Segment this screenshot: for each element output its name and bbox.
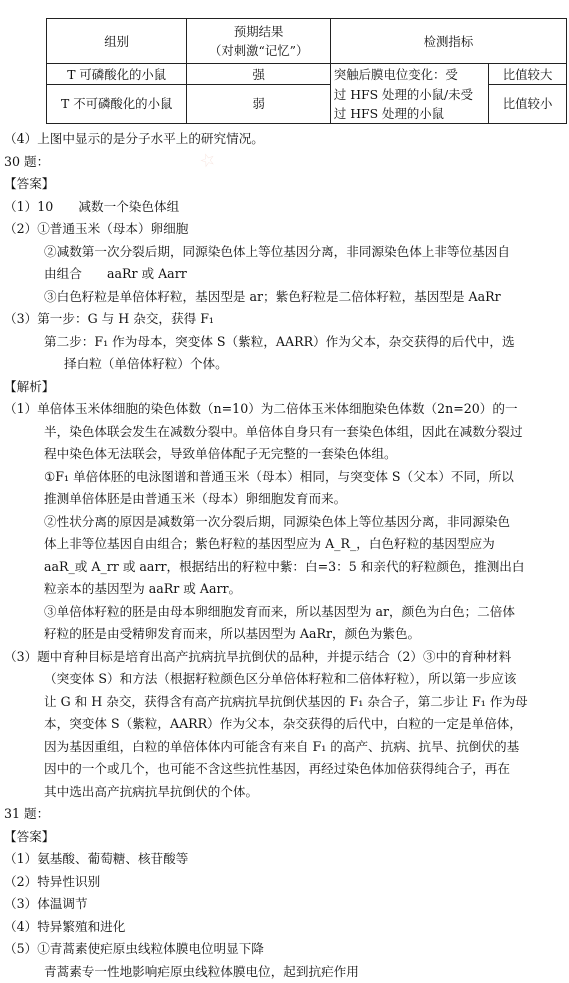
row2-result: 弱	[187, 85, 331, 124]
text-line: ②减数第一次分裂后期，同源染色体上等位基因分离，非同源染色体上非等位基因自	[4, 241, 564, 264]
header-group: 组别	[47, 19, 187, 64]
text-line: 30 题：	[4, 151, 564, 174]
table-row	[47, 85, 567, 124]
text-line: （2）①普通玉米（母本）卵细胞	[4, 218, 564, 241]
text-line: （5）①青蒿素使疟原虫线粒体膜电位明显下降	[4, 938, 564, 961]
text-line: 因为基因重组，白粒的单倍体体内可能含有来自 F₁ 的高产、抗病、抗旱、抗倒伏的基	[4, 736, 564, 759]
text-line: aaR_或 A_rr 或 aarr，根据结出的籽粒中紫：白=3：5 和亲代的籽粒颜色，推测出白	[4, 556, 564, 579]
text-line: ③白色籽粒是单倍体籽粒，基因型是 ar；紫色籽粒是二倍体籽粒，基因型是 AaRr	[4, 286, 564, 309]
text-line: （1）10 减数一个染色体组	[4, 196, 564, 219]
text-line: 其中选出高产抗病抗旱抗倒伏的个体。	[4, 781, 564, 804]
row1-result: 强	[187, 64, 331, 85]
header-expected-line1: 预期结果	[190, 22, 327, 41]
text-line: ②性状分离的原因是减数第一次分裂后期，同源染色体上等位基因分离，非同源染色	[4, 511, 564, 534]
text-line: 第二步：F₁ 作为母本，突变体 S（紫粒，AARR）作为父本，杂交获得的后代中，选	[4, 331, 564, 354]
row1-ratio: 比值较大	[489, 64, 567, 85]
text-line: （3）第一步：G 与 H 杂交，获得 F₁	[4, 308, 564, 331]
text-line: 【解析】	[4, 376, 564, 399]
text-line: 因中的一个或几个，也可能不含这些抗性基因，再经过染色体加倍获得纯合子，再在	[4, 758, 564, 781]
text-line: （3）体温调节	[4, 893, 564, 916]
header-indicator: 检测指标	[330, 19, 566, 64]
text-line: 粒亲本的基因型为 aaRr 或 Aarr。	[4, 578, 564, 601]
row2-indicator-line1: 过 HFS 处理的小鼠/未受	[334, 85, 485, 104]
text-line: 本，突变体 S（紫粒，AARR）作为父本，杂交获得的后代中，白粒的一定是单倍体，	[4, 713, 564, 736]
row2-indicator-line2: 过 HFS 处理的小鼠	[334, 104, 485, 123]
header-expected	[187, 19, 331, 64]
watermark: ☆	[197, 148, 220, 175]
text-line: 由组合 aaRr 或 Aarr	[4, 263, 564, 286]
text-line: 让 G 和 H 杂交，获得含有高产抗病抗旱抗倒伏基因的 F₁ 杂合子，第二步让 F₁ 作为母	[4, 691, 564, 714]
text-line: 【答案】	[4, 173, 564, 196]
row1-indicator: 突触后膜电位变化：受	[330, 64, 488, 85]
row1-group: T 可磷酸化的小鼠	[47, 64, 187, 85]
text-line: 31 题：	[4, 803, 564, 826]
answer-text-body	[4, 128, 564, 983]
text-line: （4）上图中显示的是分子水平上的研究情况。	[4, 128, 564, 151]
text-line: 体上非等位基因自由组合；紫色籽粒的基因型应为 A_R_，白色籽粒的基因型应为	[4, 533, 564, 556]
text-line: ③单倍体籽粒的胚是由母本卵细胞发育而来，所以基因型为 ar，颜色为白色；二倍体	[4, 601, 564, 624]
row2-group: T 不可磷酸化的小鼠	[47, 85, 187, 124]
row2-indicator	[330, 85, 488, 124]
text-line: 籽粒的胚是由受精卵发育而来，所以基因型为 AaRr，颜色为紫色。	[4, 623, 564, 646]
table-header-row	[47, 19, 567, 64]
text-line: （1）氨基酸、葡萄糖、核苷酸等	[4, 848, 564, 871]
text-line: ①F₁ 单倍体胚的电泳图谱和普通玉米（母本）相同，与突变体 S（父本）不同，所以	[4, 466, 564, 489]
text-line: 【答案】	[4, 826, 564, 849]
result-table	[46, 18, 567, 124]
text-line: 半，染色体联会发生在减数分裂中。单倍体自身只有一套染色体组，因此在减数分裂过	[4, 421, 564, 444]
text-line: （4）特异繁殖和进化	[4, 916, 564, 939]
table-row	[47, 64, 567, 85]
text-line: 推测单倍体胚是由普通玉米（母本）卵细胞发育而来。	[4, 488, 564, 511]
text-line: （2）特异性识别	[4, 871, 564, 894]
row2-ratio: 比值较小	[489, 85, 567, 124]
text-line: 择白粒（单倍体籽粒）个体。	[4, 353, 564, 376]
text-line: （1）单倍体玉米体细胞的染色体数（n=10）为二倍体玉米体细胞染色体数（2n=20）的一	[4, 398, 564, 421]
text-line: （突变体 S）和方法（根据籽粒颜色区分单倍体籽粒和二倍体籽粒），所以第一步应该	[4, 668, 564, 691]
text-line: 青蒿素专一性地影响疟原虫线粒体膜电位，起到抗疟作用	[4, 961, 564, 983]
text-line: （3）题中育种目标是培育出高产抗病抗旱抗倒伏的品种，并提示结合（2）③中的育种材料	[4, 646, 564, 669]
text-line: 程中染色体无法联会，导致单倍体配子无完整的一套染色体组。	[4, 443, 564, 466]
header-expected-line2: （对刺激“记忆”）	[190, 41, 327, 60]
